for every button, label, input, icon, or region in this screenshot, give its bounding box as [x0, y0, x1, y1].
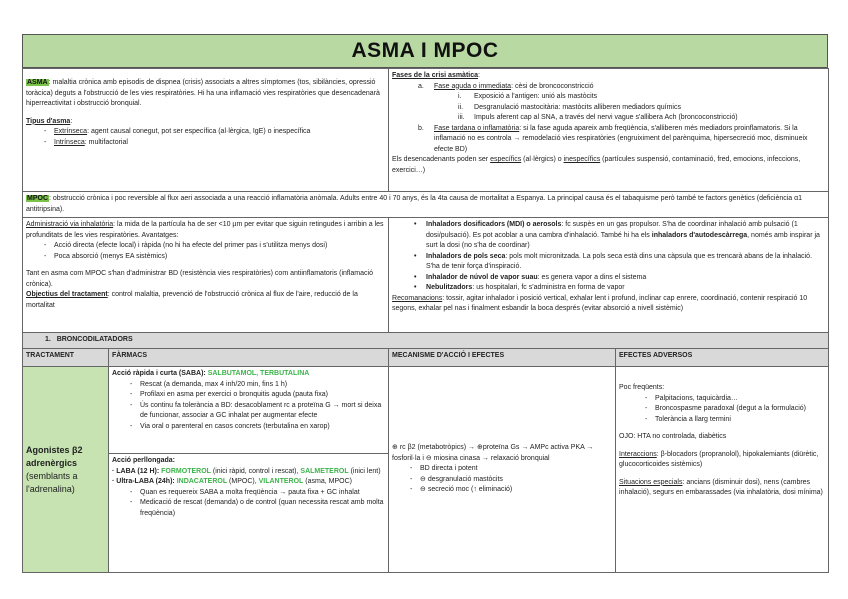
admin-row: [23, 218, 829, 333]
desencadenants: Els desencadenants poden ser específics (al·lèrgics) o inespecífics (partícules suspensió, contaminació, fred, emocions, infeccions, exercici…): [392, 156, 801, 174]
header-mecanisme: MECANISME D'ACCIÓ I EFECTES: [389, 349, 616, 367]
list-item: i. Exposició a l'antigen: unió als mastòcits: [458, 93, 598, 100]
laba-title: Acció perllongada:: [112, 457, 176, 464]
admin-note: Tant en asma com MPOC s'han d'administrar BD (resistència vies respiratòries) com antiinflamatoris (inflamació crònica).: [26, 270, 373, 288]
header-efectes: EFECTES ADVERSOS: [616, 349, 829, 367]
agonistes-name: Agonistes β2 adrenèrgics: [26, 444, 83, 468]
admin-title: Administració via inhalatòria: [26, 221, 114, 228]
section-header: 1. BRONCODILATADORS: [23, 333, 829, 349]
list-item: - Ús continu fa tolerància a BD: desacoblament rc a proteïna G → mort si deixa de funcionar, associar a GC inhalat per augmentar efecte: [130, 401, 385, 422]
section-row: [23, 333, 829, 349]
saba-list: [112, 380, 385, 433]
recomanacions-title: Recomanacions: [392, 294, 443, 302]
saba-title: Acció ràpida i curta (SABA):: [112, 370, 208, 377]
tipus-asma-list: [26, 127, 385, 148]
list-item: - Medicació de rescat (demanda) o de control (quan necessita rescat amb molta freqüència): [130, 498, 385, 519]
list-item: - Extrínseca: agent causal conegut, pot ser específica (al·lèrgica, IgE) o inespecífica: [44, 127, 385, 138]
mpoc-row: [23, 192, 829, 218]
laba-cell: Acció perllongada: · LABA (12 H): FORMOTEROL (inici ràpid, control i rescat), SALMETEROL (inici lent) · Ultra-LABA (24h): INDACATEROL (MPOC), VILANTEROL (asma, MPOC) - Quan es requereix SABA a molta freqüència → pauta fixa + GC inhalat - Medicació de rescat (demanda) o de control (quan necessita rescat amb molta freqüència): [109, 454, 389, 573]
list-item: - Rescat (a demanda, max 4 inh/20 min, fins 1 h): [130, 380, 385, 391]
asma-row: [23, 69, 829, 192]
mecanisme-cell: [389, 367, 616, 573]
list-item: - Acció directa (efecte local) i ràpida (no hi ha efecte del primer pas i s'utilitza menys dosi): [44, 241, 385, 252]
objectius-title: Objectius del tractament: [26, 291, 108, 298]
mpoc-cell: MPOC: obstrucció crònica i poc reversible al flux aeri associada a una reacció inflamatòria anòmala. Adults entre 40 i 70 anys, és la 4ta causa de mortalitat a Espanya. La principal causa és el tabaquisme però també te factors genètics (deficiència α1 antitripsina).: [23, 192, 829, 218]
list-item: - Profilaxi en asma per exercici o bronquitis aguda (pauta fixa): [130, 390, 385, 401]
mpoc-label: MPOC: [27, 195, 48, 202]
asma-definition: ASMA: malaltia crònica amb episodis de dispnea (crisis) associats a altres símptomes (tos, sibilàncies, opressió toràcica) deguts a l'obstrucció de les vies respiratòries. Hi ha una inflamació vies respiratòries que desencadenarà hiperreactivitat i obstrucció bronquial.: [26, 79, 380, 107]
list-item: - Broncospasme paradoxal (degut a la formulació): [645, 404, 825, 415]
fases-cell: Fases de la crisi asmàtica: a. Fase aguda o immediata: cèsi de broncoconstricció i. Exposició a l'antigen: unió als mastòcits ii. Desgranulació mastocitària: mastòcits alliberen mediadors químics iii. Impuls aferent cap al SNA, a través del nervi vague s'allibera Ach (broncoconstricció) b. Fase tardana o inflamatòria: si la fase aguda apareix amb freqüència, s'alliberen més mediadors proinflamatoris. Si la inflamació no es controla → remodelació vies respiratòries (engruiximent del parènquima, hipersecreció moc, disminueix efecte BD) Els desencadenants poden ser específics (al·lèrgics) o inespecífics (partícules suspensió, contaminació, fred, emocions, infeccions, exercici…): [389, 69, 829, 192]
list-item: • Inhaladors de pols seca: pols molt micronitzada. La pols seca està dins una càpsula que es trencarà abans de la inhalació. S'ha de tenir força d'inspiració.: [414, 252, 825, 273]
situacions-title: Situacions especials: [619, 478, 683, 486]
list-item: - Quan es requereix SABA a molta freqüència → pauta fixa + GC inhalat: [130, 488, 385, 499]
list-item: - Palpitacions, taquicàrdia…: [645, 394, 825, 405]
inhaladors-list: [392, 220, 825, 294]
admin-cell: Administració via inhalatòria: la mida de la partícula ha de ser <10 µm per evitar que siguin retingudes i arribin a les profunditats de les vies respiratòries. Avantatges: - Acció directa (efecte local) i ràpida (no hi ha efecte del primer pas i s'utilitza menys dosi) - Poca absorció (menys EA sistèmics) Tant en asma com MPOC s'han d'administrar BD (resistència vies respiratòries) com antiinflamatoris (inflamació crònica). Objectius del tractament: control malaltia, prevenció de l'obstrucció crònica al flux de l'aire, reducció de la mortalitat: [23, 218, 389, 333]
inhaladors-cell: • Inhaladors dosificadors (MDI) o aerosols: fc suspès en un gas propulsor. S'ha de coordinar inhalació amb pulsació (1 dosi/pulsació). Es pot acoblar a una cambra d'inhalació. També hi ha els inhaladors d'autodescàrrega, només amb inspirar ja surt la dosi (no s'ha de coordinar) • Inhaladors de pols seca: pols molt micronitzada. La pols seca està dins una càpsula que es trencarà abans de la inhalació. S'ha de tenir força d'inspiració. • Inhalador de núvol de vapor suau: es genera vapor a dins el sistema • Nebulitzadors: us hospitalari, fc s'administra en forma de vapor Recomanacions: tossir, agitar inhalador i posició vertical, exhalar lent i profund, inclinar cap enrere, coordinació, contenir respiració 10 segons, exhalar pel nas i finalment esbandir la boca després (evitar absorció a nivell sistèmic): [389, 218, 829, 333]
mecanisme-text: ⊕ rc β2 (metabotròpics) → ⊕proteïna Gs → AMPc activa PKA → fosforil·la i ⊖ miosina cinasa → relaxació bronquial: [392, 444, 594, 462]
document-sheet: [22, 34, 828, 573]
list-item: • Inhalador de núvol de vapor suau: es genera vapor a dins el sistema: [414, 273, 825, 284]
agonistes-sub: (semblants a l'adrenalina): [26, 470, 78, 494]
page-title: ASMA I MPOC: [22, 34, 828, 68]
list-item: - ⊖ desgranulació mastòcits: [410, 475, 612, 486]
list-item: - Poca absorció (menys EA sistèmics): [44, 252, 385, 263]
saba-drugs: SALBUTAMOL, TERBUTALINA: [207, 370, 310, 377]
list-item: ii. Desgranulació mastocitària: mastòcits alliberen mediadors químics: [458, 103, 681, 111]
list-item: • Inhaladors dosificadors (MDI) o aerosols: fc suspès en un gas propulsor. S'ha de coordinar inhalació amb pulsació (1 dosi/pulsació). Es pot acoblar a una cambra d'inhalació. També hi ha els inhaladors d'autodescàrrega, només amb inspirar ja surt la dosi (no s'ha de coordinar): [414, 220, 825, 252]
ojo-note: OJO: HTA no controlada, diabètics: [619, 433, 727, 440]
list-item: iii. Impuls aferent cap al SNA, a través del nervi vague s'allibera Ach (broncoconstricció): [458, 114, 738, 121]
interaccions-title: Interaccions: [619, 450, 657, 458]
list-item: - Intrínseca: multifactorial: [44, 138, 385, 149]
column-headers: [23, 349, 829, 367]
fases-list: [392, 82, 825, 156]
poc-frequents: Poc freqüents:: [619, 384, 665, 391]
list-item: b. Fase tardana o inflamatòria: si la fase aguda apareix amb freqüència, s'alliberen més mediadors proinflamatoris. Si la inflamació no es controla → remodelació vies respiratòries (engruiximent del parènquima, hipersecreció moc, disminueix efecte BD): [418, 124, 808, 153]
asma-label: ASMA: [27, 79, 48, 86]
saba-cell: [109, 367, 389, 454]
efectes-list: [619, 394, 825, 426]
list-item: • Nebulitzadors: us hospitalari, fc s'administra en forma de vapor: [414, 283, 825, 294]
tipus-asma-title: Tipus d'asma: [26, 117, 71, 125]
fases-title: Fases de la crisi asmàtica: [392, 72, 479, 79]
content-table: [22, 68, 829, 573]
admin-list: [26, 241, 385, 262]
list-item: - ⊖ secreció moc (↑ eliminació): [410, 485, 612, 496]
asma-cell: ASMA: malaltia crònica amb episodis de dispnea (crisis) associats a altres símptomes (tos, sibilàncies, opressió toràcica) deguts a l'obstrucció de les vies respiratòries. Hi ha una inflamació vies respiratòries que desencadenarà hiperreactivitat i obstrucció bronquial. Tipus d'asma: - Extrínseca: agent causal conegut, pot ser específica (al·lèrgica, IgE) o inespecífica - Intrínseca: multifactorial: [23, 69, 389, 192]
laba-list: [112, 488, 385, 520]
list-item: - Via oral o parenteral en casos concrets (terbutalina en xarop): [130, 422, 385, 433]
mecanisme-list: [392, 464, 612, 496]
list-item: - Tolerància a llarg termini: [645, 415, 825, 426]
header-farmacs: FÀRMACS: [109, 349, 389, 367]
saba-row: [23, 367, 829, 454]
list-item: a. Fase aguda o immediata: cèsi de broncoconstricció i. Exposició a l'antigen: unió als mastòcits ii. Desgranulació mastocitària: mastòcits alliberen mediadors químics iii. Impuls aferent cap al SNA, a través del nervi vague s'allibera Ach (broncoconstricció): [422, 82, 825, 124]
header-tractament: TRACTAMENT: [23, 349, 109, 367]
agonistes-cell: [23, 367, 109, 573]
efectes-cell: Poc freqüents: - Palpitacions, taquicàrdia… - Broncospasme paradoxal (degut a la formulació) - Tolerància a llarg termini OJO: HTA no controlada, diabètics Interaccions: β-blocadors (propranolol), hipokalemiants (diürètic, glucocorticoides sistèmics) Situacions especials: ancians (disminuir dosi), nens (cambres inhalació), segurs en embarassades (via inhalatòria, dosi mínima): [616, 367, 829, 573]
list-item: - BD directa i potent: [410, 464, 612, 475]
